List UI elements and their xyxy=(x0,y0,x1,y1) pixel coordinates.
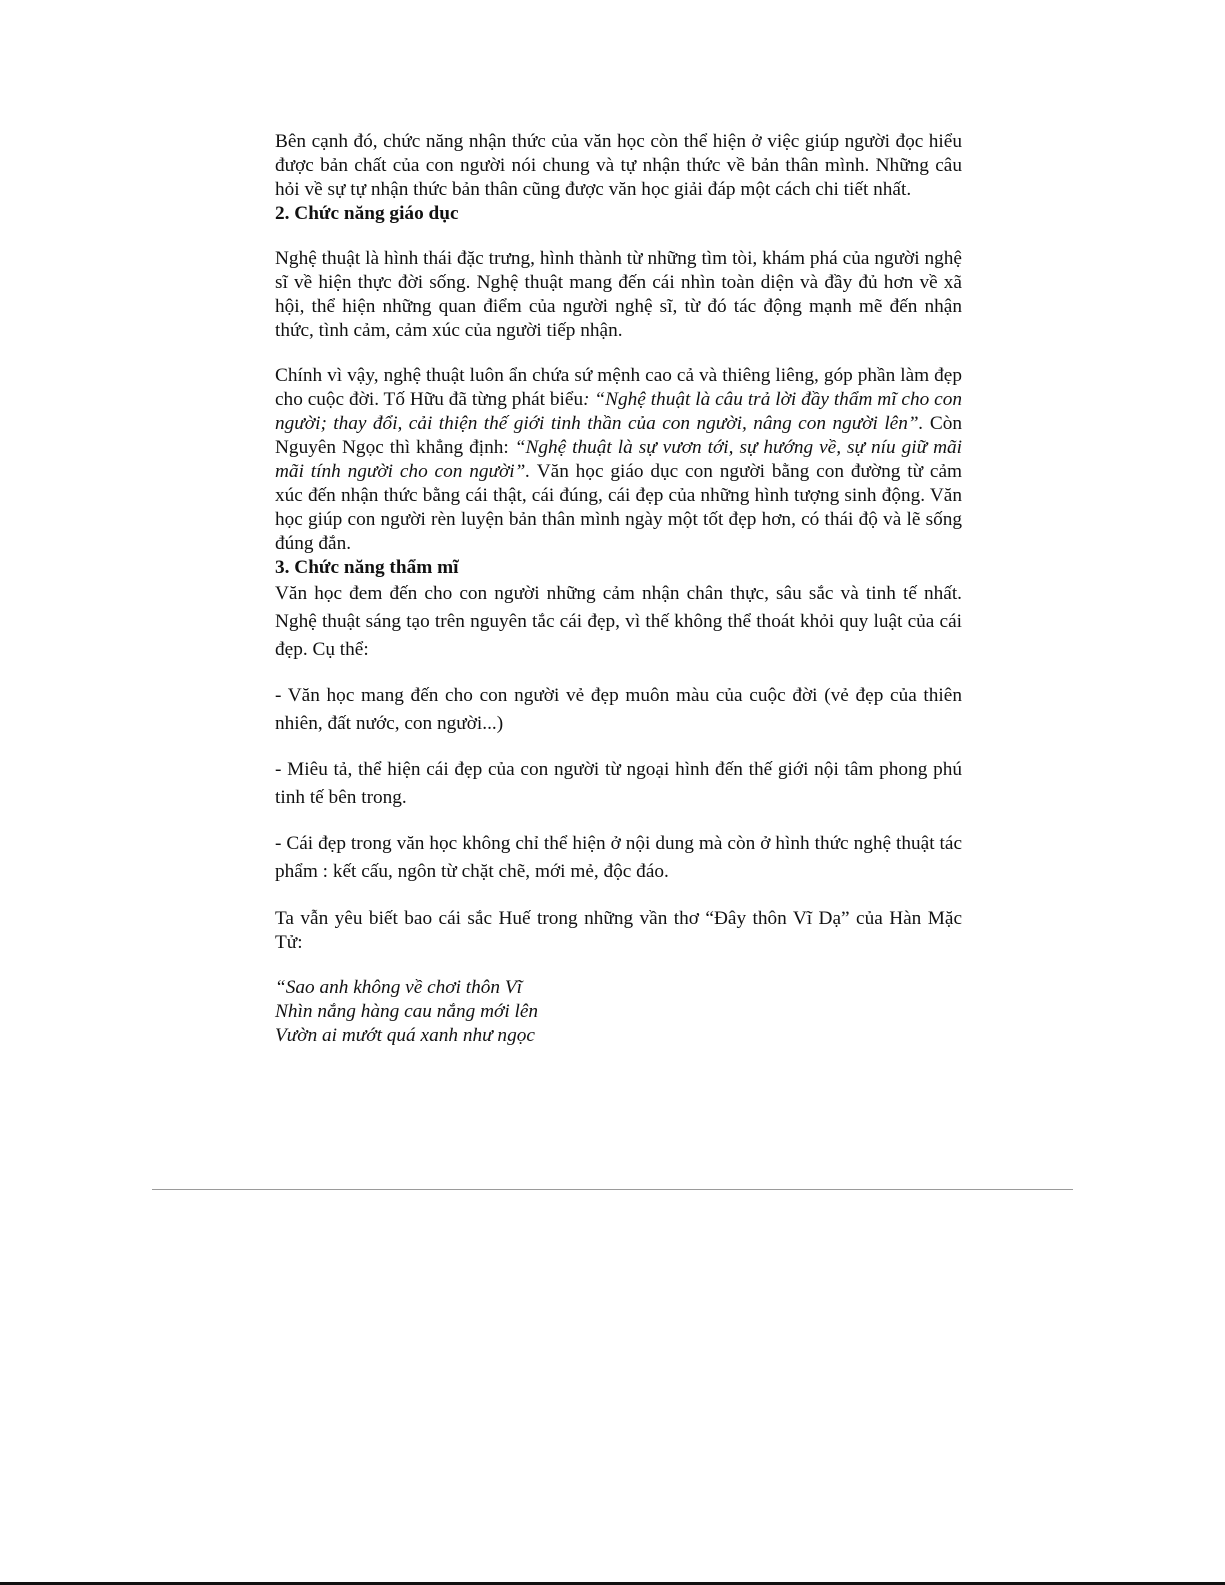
paragraph-art-mission xyxy=(275,364,962,556)
poem-excerpt xyxy=(275,976,962,1048)
poem-line: Vườn ai mướt quá xanh như ngọc xyxy=(275,1025,535,1046)
mission-text-conclusion: Văn học giáo dục con người bằng con đường từ cảm xúc đến nhận thức bằng cái thật, cái đúng, cái đẹp của những hình tượng sinh động. Văn học giúp con người rèn luyện bản thân mình ngày một tốt đẹp hơn, có thái độ và lẽ sống đúng đắn. xyxy=(275,461,962,554)
poem-line: “Sao anh không về chơi thôn Vĩ xyxy=(275,977,522,998)
paragraph-aesthetic-intro: Văn học đem đến cho con người những cảm nhận chân thực, sâu sắc và tinh tế nhất. Nghệ thuật sáng tạo trên nguyên tắc cái đẹp, vì thế không thể thoát khỏi quy luật của cái đẹp. Cụ thể: xyxy=(275,583,962,660)
paragraph-art-definition: Nghệ thuật là hình thái đặc trưng, hình thành từ những tìm tòi, khám phá của người nghệ sĩ về hiện thực đời sống. Nghệ thuật mang đến cái nhìn toàn diện và đầy đủ hơn về xã hội, thể hiện những quan điểm của người nghệ sĩ, từ đó tác động mạnh mẽ đến nhận thức, tình cảm, cảm xúc của người tiếp nhận. xyxy=(275,248,962,341)
paragraph-self-awareness: Bên cạnh đó, chức năng nhận thức của văn học còn thể hiện ở việc giúp người đọc hiểu được bản chất của con người nói chung và tự nhận thức về bản thân mình. Những câu hỏi về sự tự nhận thức bản thân cũng được văn học giải đáp một cách chi tiết nhất. xyxy=(275,131,962,200)
bullet-item: - Cái đẹp trong văn học không chỉ thể hiện ở nội dung mà còn ở hình thức nghệ thuật tác phẩm : kết cấu, ngôn từ chặt chẽ, mới mẻ, độc đáo. xyxy=(275,833,962,882)
mission-text-intro: Chính vì vậy, nghệ thuật luôn ẩn chứa sứ mệnh cao cả và thiêng liêng, góp phần làm đẹp cho cuộc đời. Tố Hữu đã từng phát biểu xyxy=(275,365,962,410)
poem-line: Nhìn nắng hàng cau nắng mới lên xyxy=(275,1001,539,1022)
bullet-item: - Miêu tả, thể hiện cái đẹp của con người từ ngoại hình đến thế giới nội tâm phong phú tinh tế bên trong. xyxy=(275,759,962,808)
quote-nguyen-ngoc: “Nghệ thuật là sự vươn tới, sự hướng về, sự níu giữ mãi mãi tính người cho con người”. xyxy=(275,437,962,482)
bullet-item: - Văn học mang đến cho con người vẻ đẹp muôn màu của cuộc đời (vẻ đẹp của thiên nhiên, đất nước, con người...) xyxy=(275,685,962,734)
heading-education-function: 2. Chức năng giáo dục xyxy=(275,203,459,224)
footer-divider xyxy=(152,1189,1073,1190)
heading-aesthetic-function: 3. Chức năng thẩm mĩ xyxy=(275,557,459,578)
quote-to-huu: : “Nghệ thuật là câu trả lời đầy thẩm mĩ cho con người; thay đổi, cải thiện thế giới tinh thần của con người, nâng con người lên”. xyxy=(275,389,962,434)
paragraph-poem-intro: Ta vẫn yêu biết bao cái sắc Huế trong những vần thơ “Đây thôn Vĩ Dạ” của Hàn Mặc Tử: xyxy=(275,908,962,953)
mission-text-bridge: Còn Nguyên Ngọc thì khẳng định: xyxy=(275,413,963,458)
document-body xyxy=(275,130,962,1048)
